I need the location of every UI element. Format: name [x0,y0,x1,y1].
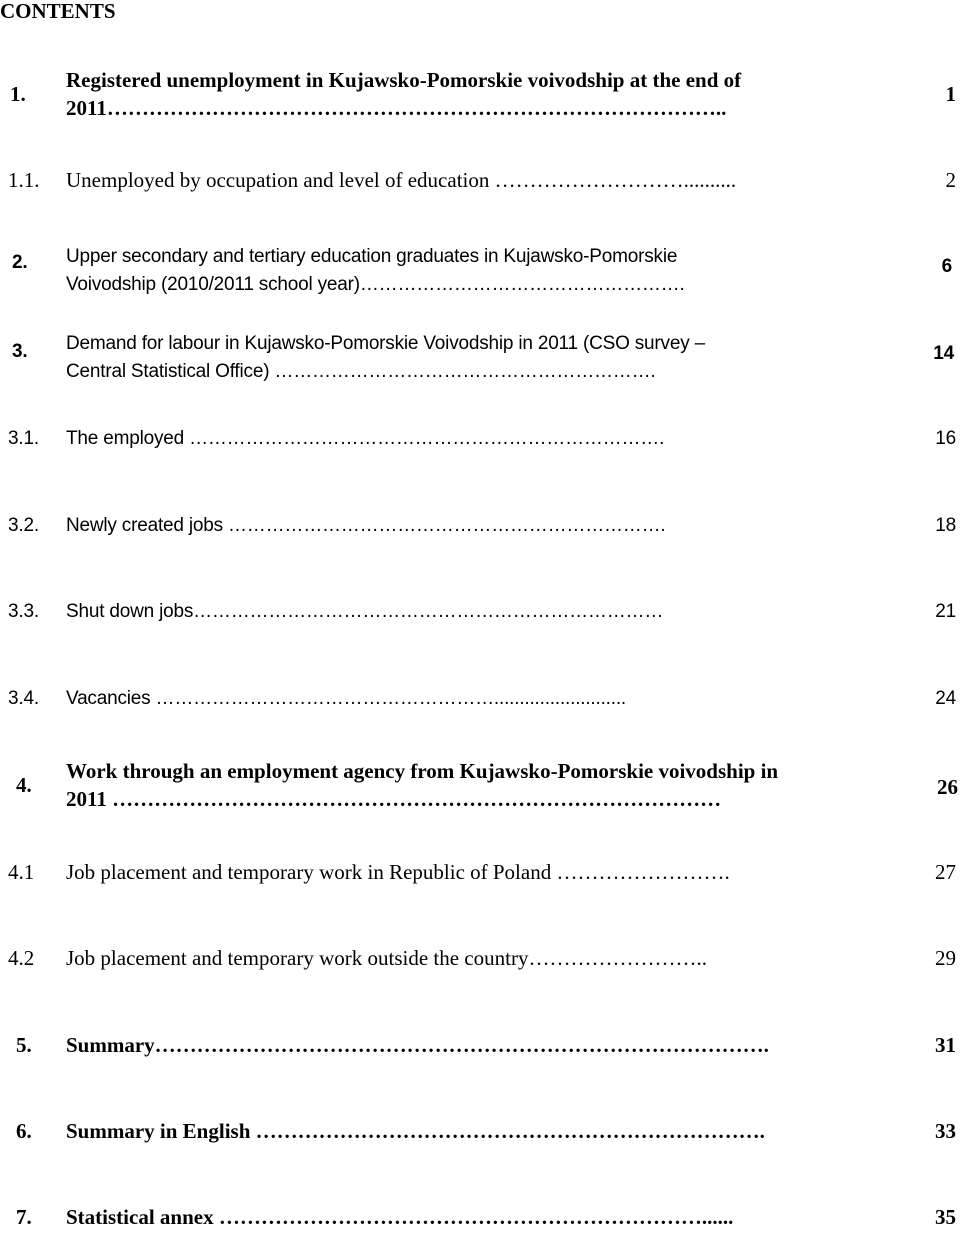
toc-entry-title-line: Summary in English ………………………………………………………………. [66,1119,765,1143]
toc-entry-title-line: The employed …………………………………………………………………. [66,428,665,449]
toc-entry-title[interactable] [66,685,916,713]
toc-entry[interactable] [0,425,960,455]
contents-heading: CONTENTS [0,0,116,23]
toc-entry-number: 3.4. [8,688,39,709]
toc-entry-number: 4.2 [8,946,35,970]
toc-entry-number: 3.2. [8,515,39,536]
toc-entry-title-line: 2011…………………………………………………………………………….. [66,96,727,120]
toc-entry-number: 7. [16,1205,32,1229]
toc-entry[interactable] [0,166,960,196]
toc-entry-title-line: Statistical annex ……………………………………………………………...... [66,1205,734,1229]
toc-entry-page: 33 [935,1119,956,1143]
toc-entry-page: 1 [945,82,956,106]
toc-entry-title[interactable] [66,166,916,194]
toc-entry-page: 14 [933,343,954,364]
toc-entry-title[interactable] [66,425,916,453]
toc-entry-number: 1.1. [8,168,40,192]
toc-entry-title[interactable] [66,757,916,813]
toc-entry-title-line: Demand for labour in Kujawsko-Pomorskie Voivodship in 2011 (CSO survey – [66,333,705,354]
toc-entry[interactable] [0,66,960,126]
toc-entry-title-line: Summary……………………………………………………………………………. [66,1033,769,1057]
toc-entry[interactable] [0,685,960,715]
toc-entry-title-line: Job placement and temporary work outside the country…………………….. [66,946,707,970]
toc-entry-title[interactable] [66,944,916,972]
toc-entry-title-line: Central Statistical Office) ……………………………………………………. [66,361,656,382]
toc-entry-page: 29 [935,946,956,970]
toc-entry-number: 6. [16,1119,32,1143]
toc-entry-number: 1. [10,82,26,106]
toc-entry-title-line: Shut down jobs………………………………………………………………… [66,601,664,622]
toc-entry-number: 5. [16,1033,32,1057]
toc-entry[interactable] [0,944,960,974]
toc-entry-title[interactable] [66,66,916,122]
toc-entry-page: 6 [941,256,952,277]
toc-entry-page: 35 [935,1205,956,1229]
toc-entry-title[interactable] [66,1031,916,1059]
toc-entry-title[interactable] [66,330,916,386]
toc-entry-page: 27 [935,860,956,884]
toc-entry-title-line: Newly created jobs ……………………………………………………………. [66,515,666,536]
toc-entry[interactable] [0,243,960,303]
toc-entry-title-line: Job placement and temporary work in Republic of Poland ……………………. [66,860,730,884]
toc-entry[interactable] [0,330,960,390]
toc-entry-number: 4. [16,773,32,797]
toc-entry-page: 24 [935,688,956,709]
toc-entry[interactable] [0,858,960,888]
toc-entry-title-line: 2011 …………………………………………………………………………… [66,787,722,811]
toc-entry-number: 4.1 [8,860,35,884]
toc-entry-title[interactable] [66,243,916,299]
toc-entry-page: 26 [937,775,958,799]
toc-entry-page: 31 [935,1033,956,1057]
toc-entry-title[interactable] [66,858,916,886]
toc-entry-title-line: Unemployed by occupation and level of education ……………………….......... [66,168,737,192]
toc-entry[interactable] [0,1203,960,1233]
toc-entry-page: 16 [935,428,956,449]
toc-entry-number: 3.3. [8,601,39,622]
toc-entry-page: 21 [935,601,956,622]
toc-entry-title-line: Registered unemployment in Kujawsko-Pomorskie voivodship at the end of [66,68,742,92]
toc-entry-title-line: Vacancies ……………………………………………….......................... [66,688,626,709]
toc-entry-title-line: Work through an employment agency from Kujawsko-Pomorskie voivodship in [66,759,779,783]
toc-entry[interactable] [0,598,960,628]
toc-entry[interactable] [0,1117,960,1147]
toc-entry[interactable] [0,757,960,817]
toc-entry-title-line: Upper secondary and tertiary education graduates in Kujawsko-Pomorskie [66,246,678,267]
toc-entry-page: 2 [945,168,956,192]
toc-entry-title[interactable] [66,1203,916,1231]
toc-entry-page: 18 [935,515,956,536]
toc-entry-number: 3.1. [8,428,39,449]
toc-entry-title[interactable] [66,1117,916,1145]
toc-entry-number: 2. [12,252,28,273]
toc-entry-title-line: Voivodship (2010/2011 school year)……………………………………………. [66,274,685,295]
toc-entry-title[interactable] [66,598,916,626]
toc-entry[interactable] [0,1031,960,1061]
toc-entry[interactable] [0,512,960,542]
toc-entry-number: 3. [12,341,28,362]
toc-entry-title[interactable] [66,512,916,540]
